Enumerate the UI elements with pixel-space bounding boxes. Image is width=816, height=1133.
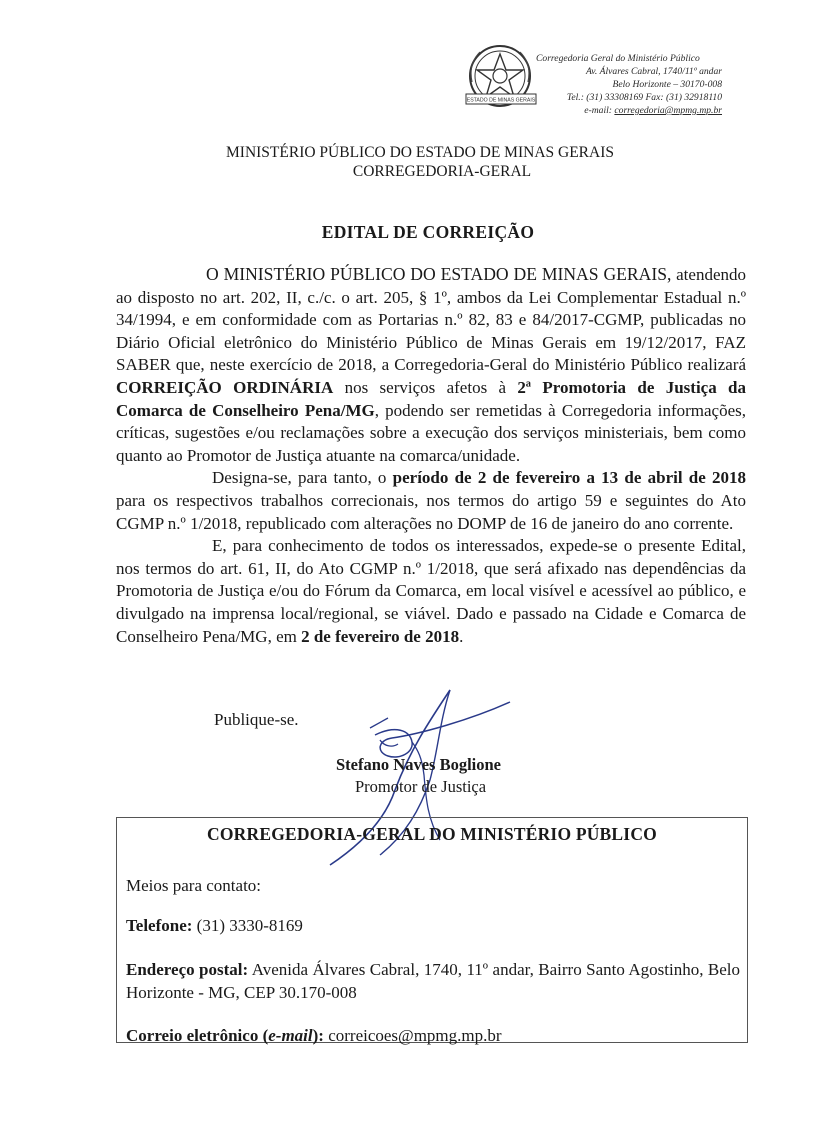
contact-intro: Meios para contato: [126, 876, 262, 895]
letterhead-email-prefix: e-mail: [584, 105, 615, 116]
signer-role: Promotor de Justiça [355, 777, 487, 796]
state-seal-logo [462, 42, 540, 114]
paragraph-text: Designa-se, para tanto, o [212, 468, 387, 488]
contact-box-title: CORREGEDORIA-GERAL DO MINISTÉRIO PÚBLICO [207, 824, 657, 844]
email-value[interactable]: correicoes@mpmg.mp.br [328, 1026, 502, 1045]
letterhead-line: Tel.: (31) 33308169 Fax: (31) 32918110 [566, 92, 722, 103]
document-title: EDITAL DE CORREIÇÃO [321, 222, 535, 242]
contact-box [116, 817, 748, 1043]
address-label: Endereço postal: [126, 960, 249, 979]
header-department: CORREGEDORIA-GERAL [352, 163, 532, 180]
header-institution: MINISTÉRIO PÚBLICO DO ESTADO DE MINAS GERAIS [226, 144, 614, 161]
document-body [116, 263, 746, 648]
phone-value: (31) 3330-8169 [196, 916, 303, 935]
paragraph-text: nos serviços afetos à [344, 377, 507, 397]
letterhead-line: Corregedoria Geral do Ministério Público [536, 53, 700, 64]
letterhead-line: Belo Horizonte – 30170-008 [612, 79, 722, 90]
paragraph-text: atendendo ao disposto no art. 202, II, c./c. o art. 205, § 1º, ambos da Lei Complementar Estadual n.º 34/1994, e em conformidade com as Portarias n.º 82, 83 e 84/2017-CGMP, publicadas no Diário Oficial eletrônico do Ministério Público de Minas Gerais em 19/12/2017, FAZ SABER que, neste exercício de 2018, a Corregedoria-Geral do Ministério Público realizará [116, 265, 746, 375]
email-label-suffix: ): [312, 1026, 324, 1045]
paragraph-announcement [116, 263, 746, 467]
letterhead-line: Av. Álvares Cabral, 1740/11º andar [585, 66, 722, 77]
document-header [0, 143, 816, 181]
signer-name: Stefano Naves Boglione [336, 755, 501, 774]
paragraph-bold: 2ª Promotoria de Justiça da Comarca de Conselheiro Pena/MG [116, 377, 747, 420]
paragraph-text: E, para conhecimento de todos os interessados, expede-se o presente Edital, nos termos do art. 61, II, do Ato CGMP n.º 1/2018, que será afixado nas dependências da Promotoria de Justiça e/ou do Fórum da Comarca, em local visível e acessível ao público, e divulgado na imprensa local/regional, se viável. Dado e passado na Cidade e Comarca de Conselheiro Pena/MG, em [116, 536, 746, 646]
paragraph-bold: CORREIÇÃO ORDINÁRIA [116, 377, 334, 397]
publish-statement: Publique-se. [214, 710, 299, 729]
letterhead-email-line [536, 104, 722, 117]
paragraph-text: para os respectivos trabalhos correcionais, nos termos do artigo 59 e seguintes do Ato CGMP n.º 1/2018, republicado com alterações no DOMP de 16 de janeiro do ano corrente. [116, 490, 746, 533]
email-label-prefix: Correio eletrônico ( [126, 1026, 269, 1045]
phone-label: Telefone: [126, 916, 193, 935]
email-label-em: e-mail [268, 1026, 313, 1045]
paragraph-publication [116, 535, 746, 648]
address-value: Avenida Álvares Cabral, 1740, 11º andar, Bairro Santo Agostinho, Belo Horizonte - MG, CEP 30.170-008 [126, 960, 740, 1002]
svg-text:ESTADO DE MINAS GERAIS: ESTADO DE MINAS GERAIS [466, 97, 536, 104]
email-label [126, 1026, 324, 1045]
contact-phone [126, 916, 303, 936]
paragraph-bold: período de 2 de fevereiro a 13 de abril de 2018 [392, 468, 746, 488]
paragraph-bold: 2 de fevereiro de 2018 [301, 626, 460, 646]
contact-address [126, 958, 740, 1004]
announcement-opening: O MINISTÉRIO PÚBLICO DO ESTADO DE MINAS GERAIS, [206, 264, 672, 284]
paragraph-period [116, 467, 746, 535]
paragraph-text: . [459, 626, 464, 646]
letterhead-email-link[interactable]: corregedoria@mpmg.mp.br [614, 105, 722, 116]
contact-email [126, 1026, 502, 1046]
paragraph-text: , podendo ser remetidas à Corregedoria informações, críticas, sugestões e/ou reclamações sobre a execução dos serviços ministeriais, bem como quanto ao Promotor de Justiça atuante na comarca/unidade. [116, 400, 746, 465]
letterhead-address [536, 52, 722, 117]
